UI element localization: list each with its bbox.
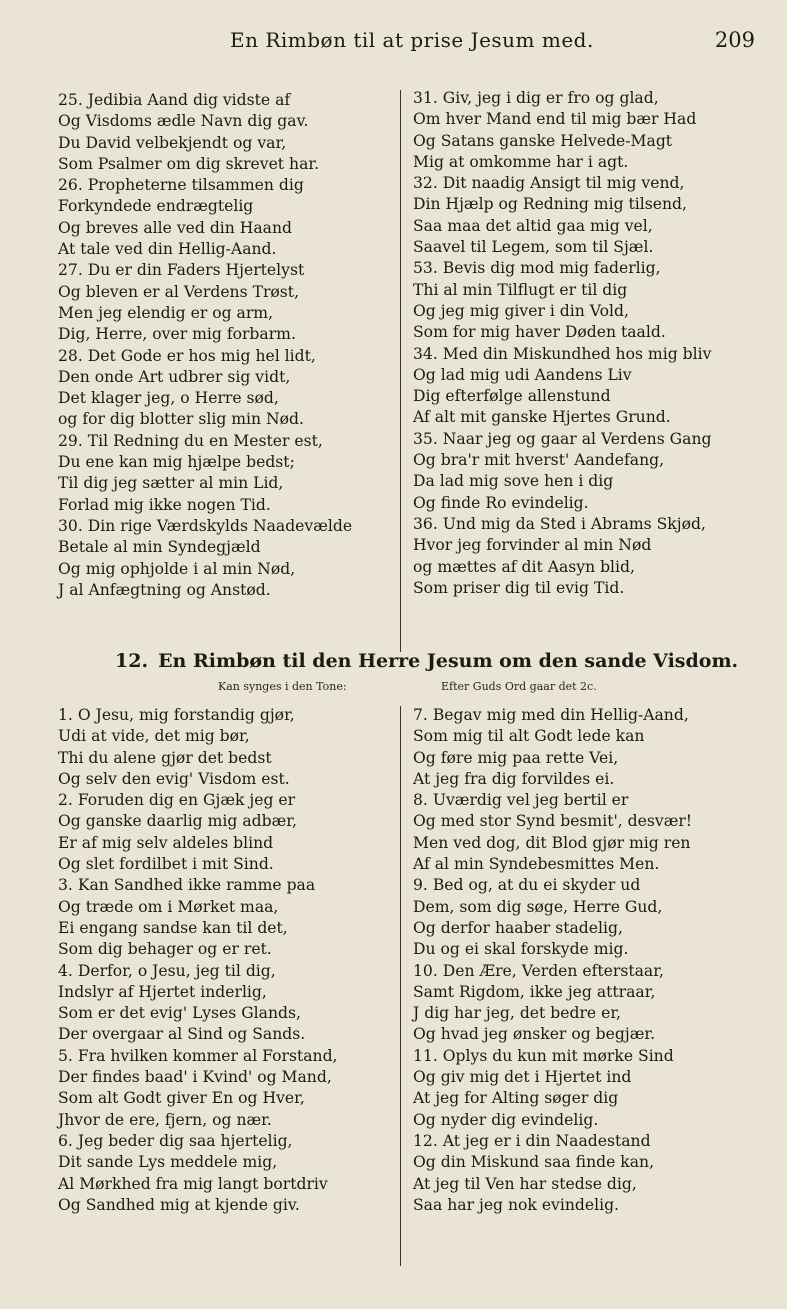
- verse-line: Saa maa det altid gaa mig vel,: [413, 216, 653, 235]
- verse-line: Og slet fordilbet i mit Sind.: [58, 855, 274, 874]
- verse-line: Der overgaar al Sind og Sands.: [58, 1025, 306, 1044]
- verse-line: Af alt mit ganske Hjertes Grund.: [413, 408, 671, 427]
- verse-line: Men ved dog, dit Blod gjør mig ren: [413, 833, 691, 852]
- verse-line: 27. Du er din Faders Hjertelyst: [58, 261, 305, 280]
- verse-line: Som priser dig til evig Tid.: [413, 578, 625, 597]
- hymn-heading: [115, 650, 755, 672]
- verse-line: og mættes af dit Aasyn blid,: [413, 557, 635, 576]
- verse-line: Dig, Herre, over mig forbarm.: [58, 325, 296, 344]
- previous-hymn-right-column: [413, 88, 763, 599]
- verse-line: 32. Dit naadig Ansigt til mig vend,: [413, 174, 685, 193]
- verse-line: Og din Miskund saa finde kan,: [413, 1153, 655, 1172]
- verse-line: 31. Giv, jeg i dig er fro og glad,: [413, 89, 659, 107]
- running-header: [55, 28, 755, 62]
- verse-line: Du ene kan mig hjælpe bedst;: [58, 453, 295, 472]
- verse-line: Som alt Godt giver En og Hver,: [58, 1089, 305, 1108]
- verse-line: Det klager jeg, o Herre sød,: [58, 389, 279, 408]
- verse-line: Forkyndede endrægtelig: [58, 197, 254, 216]
- verse-line: Dem, som dig søge, Herre Gud,: [413, 897, 663, 916]
- verse-line: Al Mørkhed fra mig langt bortdriv: [58, 1174, 328, 1193]
- verse-line: 8. Uværdig vel jeg bertil er: [413, 791, 629, 810]
- verse-line: J al Anfægtning og Anstød.: [58, 580, 271, 599]
- melody-note-left: Kan synges i den Tone:: [218, 680, 347, 693]
- verse-line: Betale al min Syndegjæld: [58, 538, 261, 557]
- verse-line: Og derfor haaber stadelig,: [413, 918, 623, 937]
- verse-line: Og selv den evig' Visdom est.: [58, 769, 290, 788]
- verse-line: Om hver Mand end til mig bær Had: [413, 110, 697, 129]
- verse-line: Hvor jeg forvinder al min Nød: [413, 536, 652, 555]
- verse-line: 4. Derfor, o Jesu, jeg til dig,: [58, 961, 276, 980]
- verse-line: Som Psalmer om dig skrevet har.: [58, 154, 320, 173]
- verse-line: 10. Den Ære, Verden efterstaar,: [413, 961, 664, 980]
- verse-line: Mig at omkomme har i agt.: [413, 152, 629, 171]
- verse-line: Thi al min Tilflugt er til dig: [413, 280, 628, 299]
- column-divider: [400, 90, 401, 652]
- verse-line: 6. Jeg beder dig saa hjertelig,: [58, 1131, 293, 1150]
- verse-line: Og bra'r mit hverst' Aandefang,: [413, 451, 665, 470]
- verse-line: Og nyder dig evindelig.: [413, 1110, 599, 1129]
- verse-line: Er af mig selv aldeles blind: [58, 833, 274, 852]
- verse-line: Din Hjælp og Redning mig tilsend,: [413, 195, 687, 214]
- verse-line: Du David velbekjendt og var,: [58, 133, 287, 152]
- verse-line: 29. Til Redning du en Mester est,: [58, 431, 323, 450]
- verse-line: Da lad mig sove hen i dig: [413, 472, 614, 491]
- verse-line: Og Satans ganske Helvede-Magt: [413, 131, 673, 150]
- verse-line: 12. At jeg er i din Naadestand: [413, 1131, 651, 1150]
- verse-line: Der findes baad' i Kvind' og Mand,: [58, 1068, 332, 1087]
- verse-line: 9. Bed og, at du ei skyder ud: [413, 876, 641, 895]
- verse-line: Som dig behager og er ret.: [58, 940, 272, 959]
- verse-line: Som for mig haver Døden taald.: [413, 323, 666, 342]
- verse-line: 25. Jedibia Aand dig vidste af: [58, 91, 291, 109]
- current-hymn-right-column: [413, 705, 763, 1216]
- verse-line: 2. Foruden dig en Gjæk jeg er: [58, 791, 296, 810]
- verse-line: Dit sande Lys meddele mig,: [58, 1153, 278, 1172]
- verse-line: 5. Fra hvilken kommer al Forstand,: [58, 1046, 338, 1065]
- verse-line: Og bleven er al Verdens Trøst,: [58, 282, 300, 301]
- verse-line: Og lad mig udi Aandens Liv: [413, 365, 632, 384]
- verse-line: Som er det evig' Lyses Glands,: [58, 1004, 301, 1023]
- verse-line: Og Visdoms ædle Navn dig gav.: [58, 112, 309, 131]
- verse-line: Saavel til Legem, som til Sjæl.: [413, 238, 654, 257]
- verse-line: 34. Med din Miskundhed hos mig bliv: [413, 344, 712, 363]
- melody-note-right: Efter Guds Ord gaar det 2c.: [441, 680, 597, 693]
- verse-line: 53. Bevis dig mod mig faderlig,: [413, 259, 661, 278]
- verse-line: Og føre mig paa rette Vei,: [413, 748, 619, 767]
- page-number: 209: [714, 28, 755, 52]
- verse-line: Ei engang sandse kan til det,: [58, 918, 288, 937]
- column-divider: [400, 706, 401, 1266]
- verse-line: At jeg for Alting søger dig: [413, 1089, 619, 1108]
- verse-line: Og Sandhed mig at kjende giv.: [58, 1195, 300, 1214]
- verse-line: Saa har jeg nok evindelig.: [413, 1195, 620, 1214]
- verse-line: Samt Rigdom, ikke jeg attraar,: [413, 982, 656, 1001]
- verse-line: Og træde om i Mørket maa,: [58, 897, 279, 916]
- verse-line: Og finde Ro evindelig.: [413, 493, 589, 512]
- verse-line: Og med stor Synd besmit', desvær!: [413, 812, 693, 831]
- verse-line: Udi at vide, det mig bør,: [58, 727, 250, 746]
- verse-line: Af al min Syndebesmittes Men.: [413, 855, 660, 874]
- verse-line: 1. O Jesu, mig forstandig gjør,: [58, 706, 295, 724]
- verse-line: At jeg fra dig forvildes ei.: [413, 769, 615, 788]
- running-title: En Rimbøn til at prise Jesum med.: [230, 28, 594, 52]
- verse-line: Thi du alene gjør det bedst: [58, 748, 272, 767]
- verse-line: Som mig til alt Godt lede kan: [413, 727, 645, 746]
- verse-line: og for dig blotter slig min Nød.: [58, 410, 304, 429]
- verse-line: Forlad mig ikke nogen Tid.: [58, 495, 271, 514]
- current-hymn-left-column: [58, 705, 388, 1216]
- verse-line: Og breves alle ved din Haand: [58, 218, 293, 237]
- verse-line: J dig har jeg, det bedre er,: [413, 1004, 622, 1023]
- verse-line: Og jeg mig giver i din Vold,: [413, 301, 629, 320]
- verse-line: Den onde Art udbrer sig vidt,: [58, 367, 291, 386]
- verse-line: Dig efterfølge allenstund: [413, 387, 611, 406]
- verse-line: Og ganske daarlig mig adbær,: [58, 812, 297, 831]
- verse-line: 30. Din rige Værdskylds Naadevælde: [58, 516, 353, 535]
- verse-line: 7. Begav mig med din Hellig-Aand,: [413, 706, 689, 724]
- verse-line: 26. Propheterne tilsammen dig: [58, 176, 304, 195]
- previous-hymn-left-column: [58, 90, 388, 601]
- verse-line: 36. Und mig da Sted i Abrams Skjød,: [413, 514, 706, 533]
- verse-line: At jeg til Ven har stedse dig,: [413, 1174, 637, 1193]
- verse-line: Du og ei skal forskyde mig.: [413, 940, 629, 959]
- verse-line: Til dig jeg sætter al min Lid,: [58, 474, 284, 493]
- verse-line: 11. Oplys du kun mit mørke Sind: [413, 1046, 674, 1065]
- verse-line: Og hvad jeg ønsker og begjær.: [413, 1025, 656, 1044]
- verse-line: Men jeg elendig er og arm,: [58, 303, 274, 322]
- verse-line: 28. Det Gode er hos mig hel lidt,: [58, 346, 316, 365]
- verse-line: 35. Naar jeg og gaar al Verdens Gang: [413, 429, 712, 448]
- verse-line: Jhvor de ere, fjern, og nær.: [58, 1110, 272, 1129]
- hymn-number: 12.: [115, 650, 149, 672]
- verse-line: 3. Kan Sandhed ikke ramme paa: [58, 876, 316, 895]
- verse-line: At tale ved din Hellig-Aand.: [58, 240, 277, 259]
- hymn-title: En Rimbøn til den Herre Jesum om den sande Visdom.: [158, 650, 739, 672]
- verse-line: Og giv mig det i Hjertet ind: [413, 1068, 632, 1087]
- verse-line: Og mig ophjolde i al min Nød,: [58, 559, 296, 578]
- verse-line: Indslyr af Hjertet inderlig,: [58, 982, 267, 1001]
